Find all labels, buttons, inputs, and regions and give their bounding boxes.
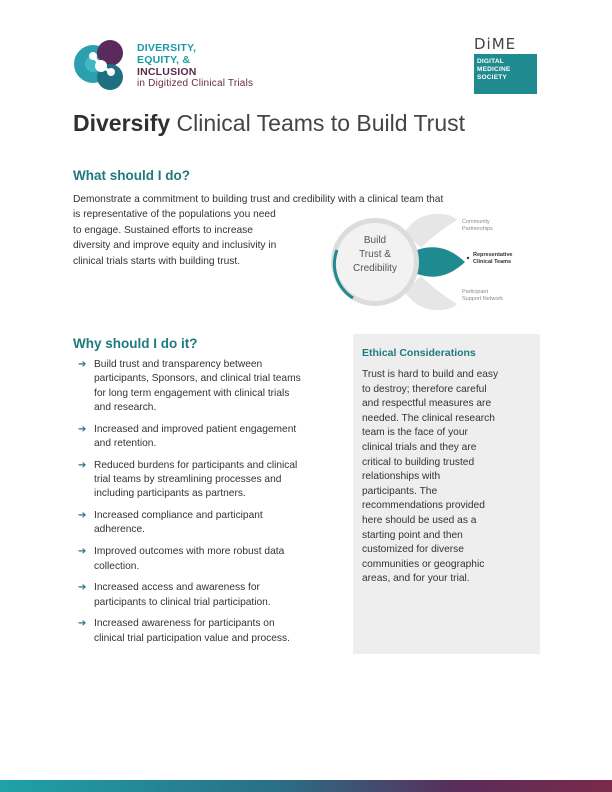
petal-label-community [462, 219, 493, 233]
petal-label-line: Clinical Teams [473, 259, 512, 265]
dime-logo-line2: MEDICINE [477, 66, 511, 73]
sidebar-line: starting point and then [362, 529, 463, 541]
sidebar-line: customized for diverse [362, 544, 464, 556]
petal-label-participant [462, 289, 503, 303]
what-line: to engage. Sustained efforts to increase [73, 224, 253, 236]
list-item [78, 459, 346, 502]
what-line: Demonstrate a commitment to building trust and credibility with a clinical team that [73, 194, 444, 205]
list-item-line: and retention. [94, 437, 157, 449]
sidebar-line: critical to building trusted [362, 456, 475, 468]
sidebar-line: areas, and for your trial. [362, 573, 470, 585]
list-item [78, 581, 346, 610]
list-item-line: Increased compliance and participant [94, 510, 263, 522]
diagram-center-line: Credibility [353, 263, 397, 274]
diagram-center-line: Trust & [359, 249, 391, 260]
sidebar-line: relationships with [362, 471, 441, 483]
list-item-line: collection. [94, 560, 140, 572]
petal-label-line: Support Network [462, 296, 503, 302]
what-heading: What should I do? [73, 168, 190, 183]
list-item-line: including participants as partners. [94, 488, 246, 500]
list-item-line: Increased access and awareness for [94, 582, 260, 594]
arrow-right-icon: ➔ [78, 618, 87, 630]
arrow-right-icon: ➔ [78, 510, 87, 522]
trust-diagram [325, 210, 540, 315]
list-item-line: Increased and improved patient engagement [94, 423, 297, 435]
arrow-right-icon: ➔ [78, 423, 87, 435]
ethical-considerations-panel [353, 334, 540, 654]
dei-molecule-icon [73, 38, 131, 94]
sidebar-line: communities or geographic [362, 558, 485, 570]
dei-logo-line2: EQUITY, & [137, 54, 191, 66]
petal-label-representative [473, 252, 512, 266]
list-item [78, 617, 346, 646]
sidebar-line: to destroy; therefore careful [362, 383, 487, 395]
petal-label-line: Participant [462, 289, 488, 295]
list-item-line: Improved outcomes with more robust data [94, 546, 285, 558]
sidebar-body [362, 368, 531, 587]
arrow-right-icon: ➔ [78, 359, 87, 370]
page-title-bold: Diversify [73, 110, 171, 136]
dime-wordmark: DiME [474, 35, 517, 53]
diagram-center-label [340, 234, 410, 276]
dei-logo-line1: DIVERSITY, [137, 42, 197, 54]
arrow-right-icon: ➔ [78, 459, 87, 471]
list-item-line: for long term engagement with clinical trials [94, 387, 290, 399]
what-line: clinical trials starts with building trust. [73, 255, 241, 267]
list-item-line: Reduced burdens for participants and clinical [94, 459, 298, 471]
page-title [73, 109, 465, 137]
list-item-line: adherence. [94, 524, 145, 536]
arrow-right-icon: ➔ [78, 582, 87, 594]
why-list [78, 358, 346, 654]
sidebar-line: recommendations provided [362, 500, 485, 512]
list-item-line: and research. [94, 401, 157, 413]
list-item [78, 509, 346, 538]
sidebar-line: and respectful measures are [362, 398, 492, 410]
sidebar-title: Ethical Considerations [362, 347, 476, 359]
dei-logo-line4: in Digitized Clinical Trials [137, 78, 254, 89]
list-item-line: clinical trial participation value and process. [94, 632, 290, 644]
sidebar-line: clinical trials and they are [362, 441, 477, 453]
list-item [78, 423, 346, 452]
list-item-line: participants, Sponsors, and clinical trial teams [94, 373, 301, 385]
arrow-right-icon: ➔ [78, 546, 87, 558]
petal-label-line: Community [462, 219, 490, 225]
diagram-center-line: Build [363, 235, 387, 246]
dime-logo-box [474, 54, 537, 94]
sidebar-line: participants. The [362, 485, 438, 497]
dime-logo [474, 36, 540, 94]
petal-label-line: Representative [473, 252, 513, 258]
why-heading: Why should I do it? [73, 336, 198, 351]
list-item-line: Increased awareness for participants on [94, 618, 275, 630]
list-item-line: Build trust and transparency between [94, 359, 263, 370]
footer-gradient-bar [0, 780, 612, 792]
page-title-rest: Clinical Teams to Build Trust [170, 110, 466, 136]
what-line: is representative of the populations you need [73, 209, 276, 221]
what-line: diversity and improve equity and inclusivity in [73, 240, 277, 252]
list-item [78, 358, 346, 415]
sidebar-line: team is the face of your [362, 427, 468, 439]
petal-representative [417, 247, 465, 276]
petal-label-line: Partnerships [462, 226, 493, 232]
list-item [78, 545, 346, 574]
dei-logo [73, 38, 273, 94]
dei-logo-line3: INCLUSION [137, 66, 197, 78]
dime-logo-line3: SOCIETY [477, 74, 507, 81]
sidebar-line: here should be used as a [362, 514, 477, 526]
dime-logo-line1: DIGITAL [477, 58, 504, 65]
list-item-line: participants to clinical trial participation. [94, 596, 271, 608]
sidebar-line: needed. The clinical research [362, 412, 495, 424]
sidebar-line: Trust is hard to build and easy [362, 369, 499, 380]
list-item-line: trial teams by streamlining processes and [94, 474, 282, 486]
